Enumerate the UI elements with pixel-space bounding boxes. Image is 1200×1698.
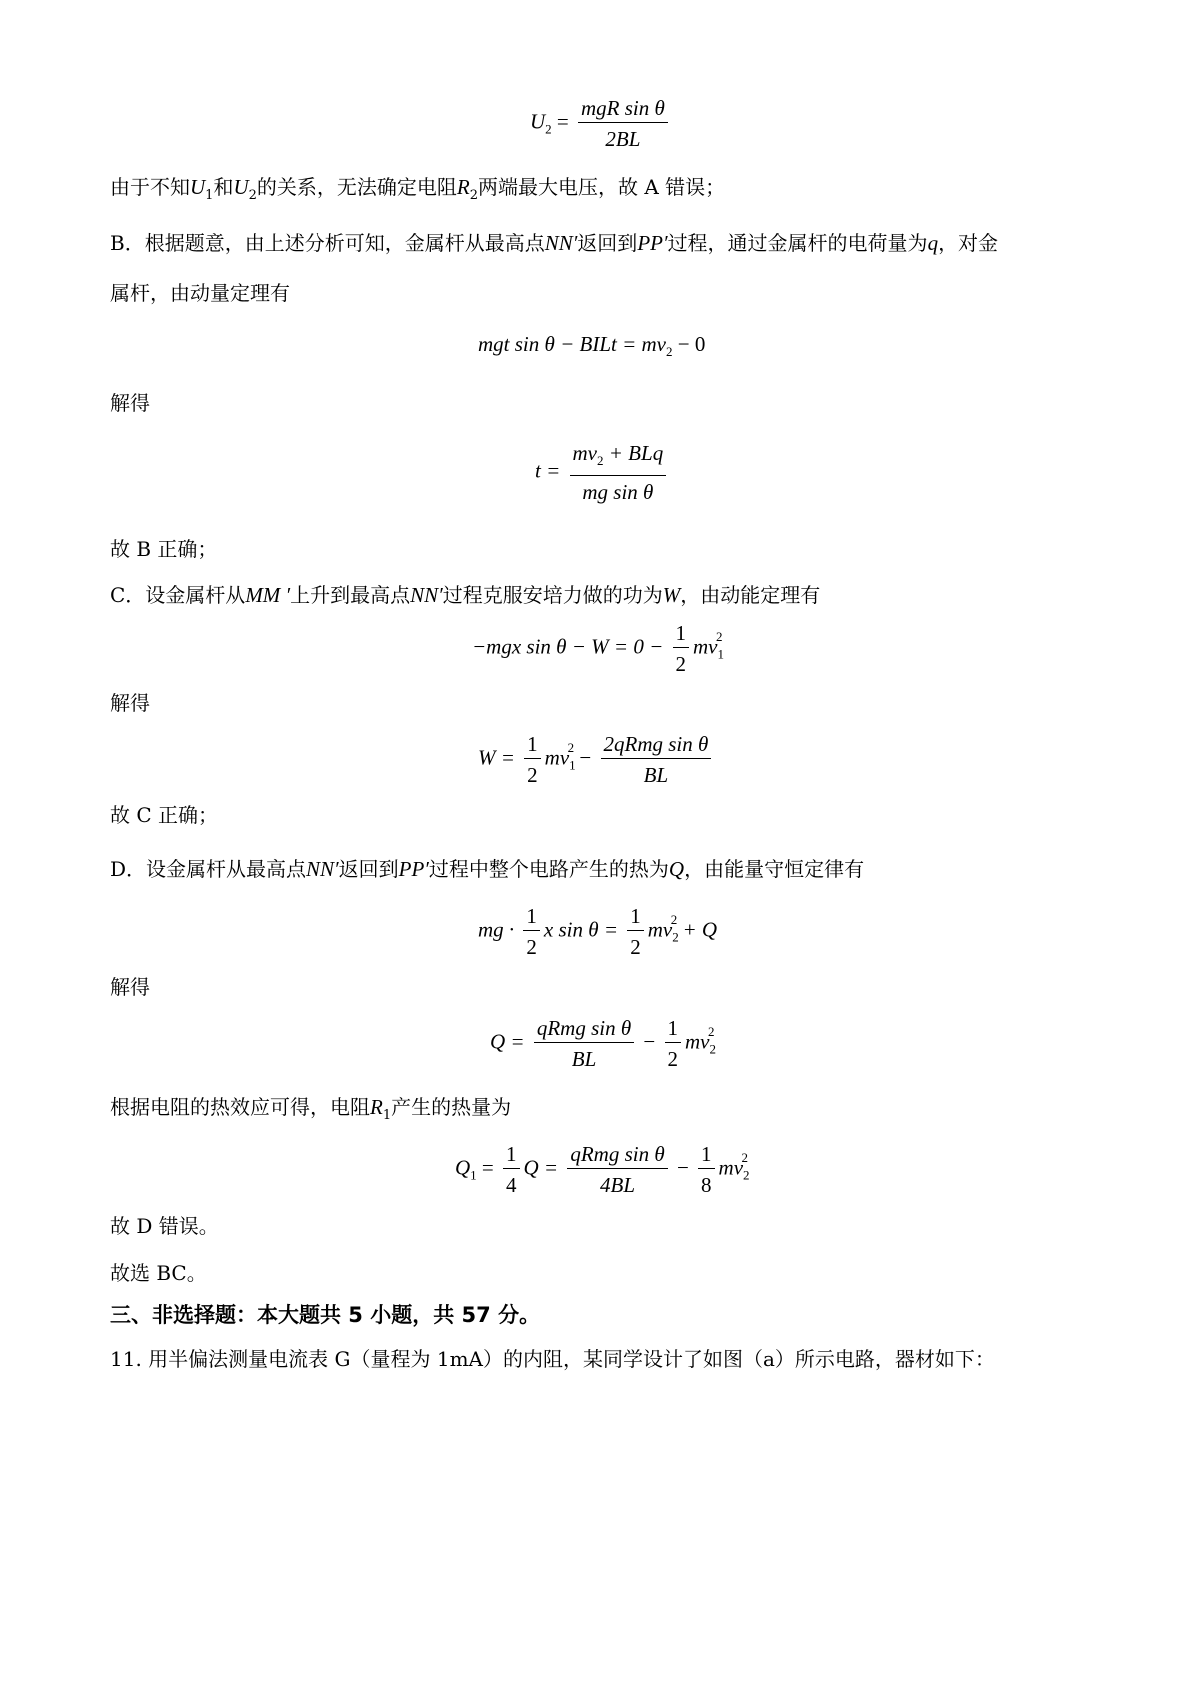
eq-text: −mgx sin θ − W = 0 −: [472, 634, 664, 659]
conclusion-b: [110, 534, 217, 564]
fraction: $\frac{1}{2}$: [523, 904, 540, 959]
symbol: q: [927, 231, 939, 255]
symbol: PP′: [637, 231, 668, 255]
fraction: $\frac{1}{2}$: [627, 904, 644, 959]
jiede-1: [110, 388, 150, 418]
text: ，对金: [938, 231, 999, 255]
text: D．设金属杆从最高点: [110, 857, 307, 881]
numerator: $mv_2$ + BLq: [570, 441, 667, 476]
denominator: mg sin θ: [582, 480, 654, 505]
text: 过程，通过金属杆的电荷量为: [667, 231, 928, 255]
symbol: R: [370, 1095, 383, 1119]
text: 11. 用半偏法测量电流表 G（量程为 1mA）的内阻，某同学设计了如图（a）所示电路，器材如下：: [110, 1347, 995, 1371]
text: 过程中整个电路产生的热为: [428, 857, 669, 881]
text: 由于不知: [110, 175, 190, 199]
section-heading: [110, 1300, 540, 1330]
text: 过程克服安培力做的功为: [442, 583, 663, 607]
text: 返回到: [338, 857, 399, 881]
text: ，由能量守恒定律有: [684, 857, 865, 881]
fraction: $\frac{1}{2}$: [524, 732, 541, 787]
equation-energy-c: −mgx sin θ − W = 0 − $\frac{1}{2}$ $mv_1^2$: [472, 621, 724, 676]
text: 属杆，由动量定理有: [110, 281, 290, 305]
final-answer: [110, 1258, 207, 1288]
paragraph-line-2: [110, 228, 998, 258]
text: 故 B 正确；: [110, 537, 218, 561]
text: 故选 BC。: [110, 1261, 207, 1285]
eq-text: mgt sin θ − BILt = mv: [478, 332, 666, 356]
equation-momentum: [478, 332, 705, 364]
numerator: mgR sin θ: [578, 96, 668, 123]
jiede-2: [110, 688, 150, 718]
eq-sign: =: [556, 109, 569, 134]
equation-energy-d: mg · $\frac{1}{2}$ x sin θ = $\frac{1}{2}$ $mv_2^2 + Q$: [478, 904, 718, 959]
jiede-3: [110, 972, 150, 1002]
fraction: $\frac{1}{4}$: [503, 1142, 520, 1197]
text: C．设金属杆从: [110, 583, 246, 607]
eq-subscript: 2: [666, 344, 673, 360]
text: 产生的热量为: [391, 1095, 512, 1119]
fraction: $\frac{1}{2}$: [665, 1016, 682, 1071]
paragraph-line-3: [110, 278, 290, 308]
conclusion-d: [110, 1211, 219, 1241]
fraction: $\frac{\text{qRmg sin θ}}{BL}$: [534, 1016, 634, 1071]
symbol: Q: [668, 857, 685, 881]
text: 故 C 正确；: [110, 803, 219, 827]
symbol: U: [233, 175, 249, 199]
equation-t: [535, 441, 670, 504]
subscript: 2: [469, 188, 479, 203]
symbol: NN′: [544, 231, 578, 255]
paragraph-c: [110, 580, 820, 610]
symbol: NN′: [410, 583, 443, 607]
eq-text: − 0: [672, 332, 706, 356]
text: 返回到: [577, 231, 638, 255]
denominator: 2BL: [605, 127, 641, 151]
text: B．根据题意，由上述分析可知，金属杆从最高点: [110, 231, 545, 255]
subscript: 1: [205, 188, 214, 203]
text: 两端最大电压，故 A 错误；: [478, 175, 726, 199]
symbol: MM ′: [245, 583, 291, 607]
paragraph-d: [110, 854, 864, 884]
equation-w: W = $\frac{1}{2}$ $mv_1^2$ − $\frac{\text{2qRmg sin θ}}{BL}$: [478, 732, 715, 787]
symbol: W: [662, 583, 681, 607]
subscript: 2: [248, 188, 257, 203]
fraction: [570, 441, 667, 504]
fraction: $\frac{\text{qRmg sin θ}}{4BL}$: [567, 1142, 667, 1197]
equation-q: Q = $\frac{\text{qRmg sin θ}}{BL}$ − $\frac{1}{2}$ $mv_2^2$: [490, 1016, 717, 1071]
text: 解得: [110, 391, 150, 415]
eq-symbol: U: [530, 109, 546, 134]
equation-q1: $Q_1$ = $\frac{1}{4}$ Q = $\frac{\text{qRmg sin θ}}{4BL}$ − $\frac{1}{8}$ $mv_2^2$: [455, 1142, 750, 1197]
fraction: $\frac{1}{2}$: [673, 621, 690, 676]
paragraph-line-1: [110, 172, 725, 211]
text: 解得: [110, 691, 150, 715]
text: 故 D 错误。: [110, 1214, 219, 1238]
symbol: NN′: [306, 857, 339, 881]
text: 根据电阻的热效应可得，电阻: [110, 1095, 370, 1119]
eq-subscript: 2: [545, 121, 552, 137]
text: 的关系，无法确定电阻: [256, 175, 457, 199]
eq-text: W =: [478, 745, 515, 770]
eq-text: mv: [693, 634, 718, 659]
equation-u2: [530, 96, 672, 151]
text: 上升到最高点: [290, 583, 411, 607]
symbol: PP′: [398, 857, 429, 881]
text: ，由动能定理有: [680, 583, 821, 607]
question-11: [110, 1344, 995, 1374]
fraction: $\frac{1}{8}$: [698, 1142, 715, 1197]
eq-text: t =: [535, 458, 561, 483]
symbol: R: [456, 175, 470, 199]
symbol: U: [190, 175, 206, 199]
text: 和: [213, 175, 234, 199]
fraction: $\frac{\text{2qRmg sin θ}}{BL}$: [601, 732, 712, 787]
paragraph-heat: 根据电阻的热效应可得，电阻$R_1$产生的热量为: [110, 1095, 512, 1123]
text: 三、非选择题：本大题共 5 小题，共 57 分。: [110, 1303, 541, 1327]
text: 解得: [110, 975, 150, 999]
fraction: [578, 96, 668, 151]
conclusion-c: [110, 800, 218, 830]
